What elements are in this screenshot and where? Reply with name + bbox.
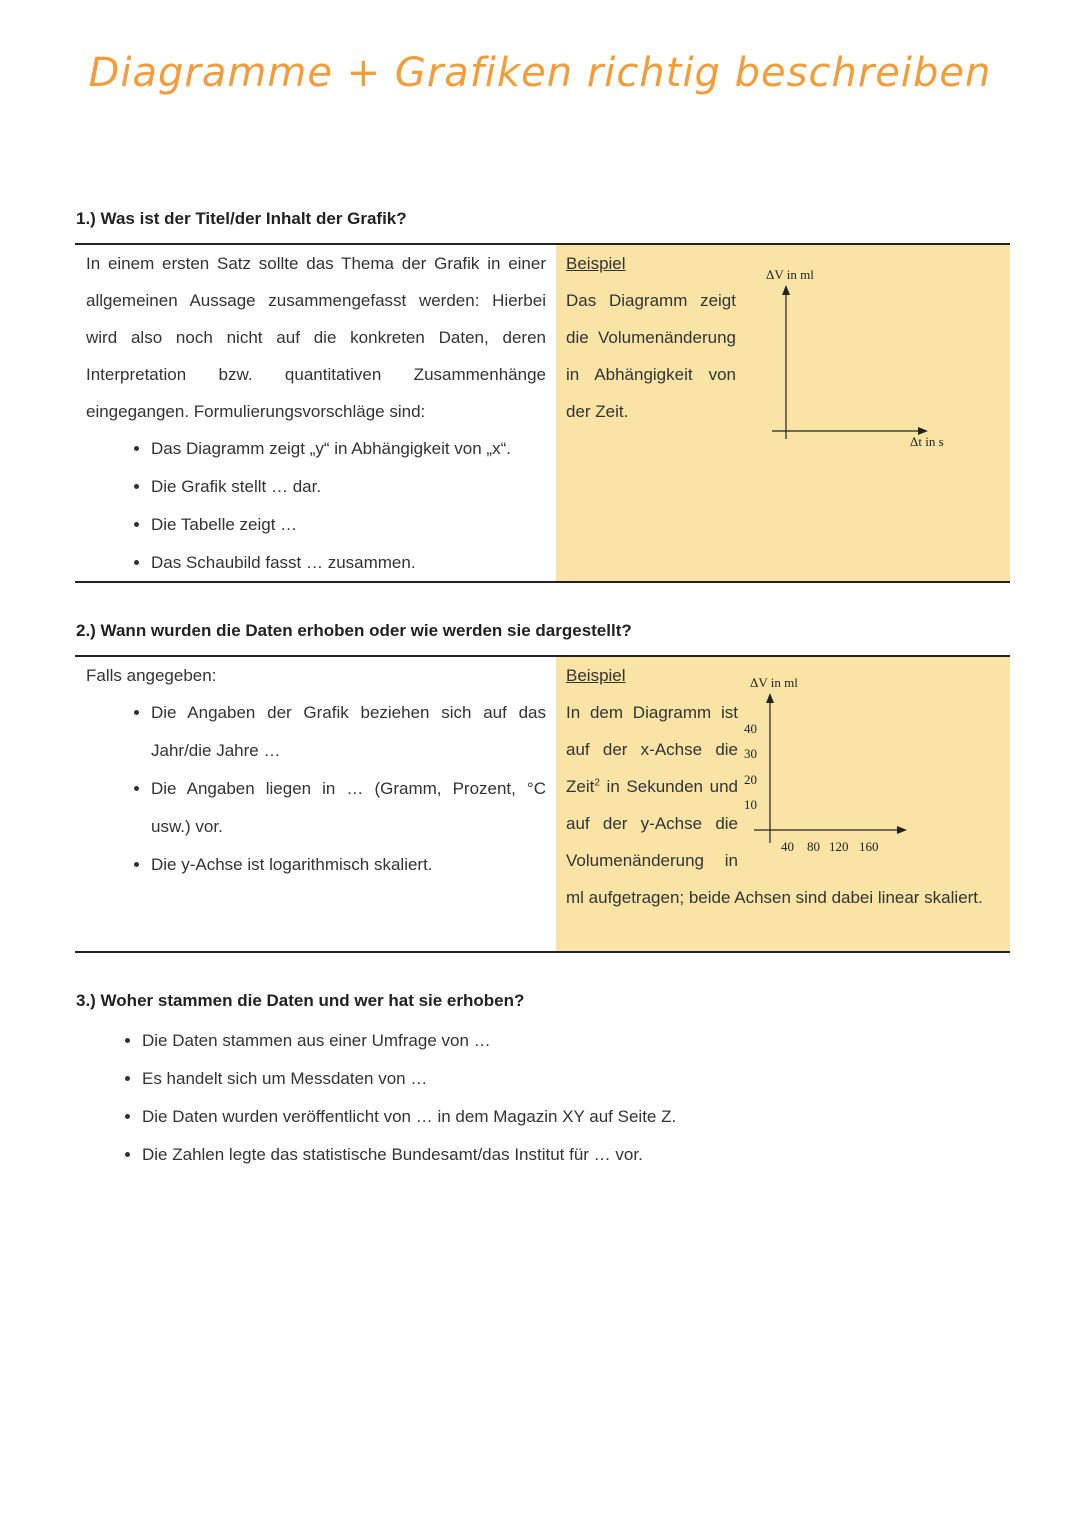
section-1-explanation xyxy=(75,245,556,581)
x-tick-label: 80 xyxy=(807,839,820,854)
list-item: • Die Angaben der Grafik beziehen sich auf das Jahr/die Jahre … xyxy=(151,694,546,770)
list-item: • Die y-Achse ist logarithmisch skaliert. xyxy=(151,846,546,884)
section-3-heading: 3.) Woher stammen die Daten und wer hat sie erhoben? xyxy=(76,991,525,1010)
list-item: • Die Daten wurden veröffentlicht von … in dem Magazin XY auf Seite Z. xyxy=(142,1098,676,1136)
example-diagram-2 xyxy=(744,663,920,854)
y-tick-label: 40 xyxy=(744,721,757,736)
page-title: Diagramme + Grafiken richtig beschreiben xyxy=(88,50,992,96)
y-axis-arrow-icon xyxy=(766,693,774,703)
section-1-bullets xyxy=(86,430,546,582)
superscript: 2 xyxy=(594,777,600,789)
y-tick-label: 20 xyxy=(744,772,757,787)
x-tick-label: 120 xyxy=(829,839,849,854)
list-item: • Es handelt sich um Messdaten von … xyxy=(142,1060,676,1098)
y-tick-label: 30 xyxy=(744,746,757,761)
section-1-intro: In einem ersten Satz sollte das Thema der Grafik in einer allgemeinen Aussage zusammengefasst werden: Hierbei wird also noch nicht auf die konkreten Daten, deren Interpretation bzw. quantitativen Zusammenhänge eingegangen. Formulierungsvorschläge sind: xyxy=(86,254,546,421)
example-diagram-1 xyxy=(766,263,966,453)
y-tick-label: 10 xyxy=(744,797,757,812)
y-axis-label: ΔV in ml xyxy=(766,267,814,282)
section-2-bullets xyxy=(86,694,546,884)
section-2-table xyxy=(75,655,1010,953)
section-3-bullets xyxy=(76,1022,676,1174)
list-item: • Die Grafik stellt … dar. xyxy=(151,468,546,506)
section-2-example xyxy=(556,657,1010,951)
list-item: • Die Tabelle zeigt … xyxy=(151,506,546,544)
example-text: Das Diagramm zeigt die Volumenänderung in Abhängigkeit von der Zeit. xyxy=(566,291,736,421)
section-1-heading: 1.) Was ist der Titel/der Inhalt der Grafik? xyxy=(76,209,407,228)
y-axis-arrow-icon xyxy=(782,285,790,295)
section-1-table xyxy=(75,243,1010,583)
list-item: • Die Angaben liegen in … (Gramm, Prozent, °C usw.) vor. xyxy=(151,770,546,846)
example-text-cont: in Sekunden und auf der y-Achse die Volumenänderung in ml aufgetragen; beide Achsen sind dabei linear skaliert. xyxy=(566,777,983,907)
x-tick-label: 40 xyxy=(781,839,794,854)
section-2-intro: Falls angegeben: xyxy=(86,666,217,685)
x-axis-arrow-icon xyxy=(897,826,907,834)
example-text: In dem Diagramm ist auf der x-Achse die Zeit xyxy=(566,703,738,796)
list-item: • Das Schaubild fasst … zusammen. xyxy=(151,544,546,582)
example-label: Beispiel xyxy=(566,666,626,685)
section-2-explanation xyxy=(75,657,556,951)
list-item: • Die Daten stammen aus einer Umfrage von … xyxy=(142,1022,676,1060)
example-label: Beispiel xyxy=(566,254,626,273)
list-item: • Die Zahlen legte das statistische Bundesamt/das Institut für … vor. xyxy=(142,1136,676,1174)
list-item: • Das Diagramm zeigt „y“ in Abhängigkeit von „x“. xyxy=(151,430,546,468)
section-2-heading: 2.) Wann wurden die Daten erhoben oder wie werden sie dargestellt? xyxy=(76,621,632,640)
x-tick-label: 160 xyxy=(859,839,879,854)
y-axis-label: ΔV in ml xyxy=(750,675,798,690)
x-axis-label: Δt in s xyxy=(910,434,944,449)
section-1-example xyxy=(556,245,1010,581)
